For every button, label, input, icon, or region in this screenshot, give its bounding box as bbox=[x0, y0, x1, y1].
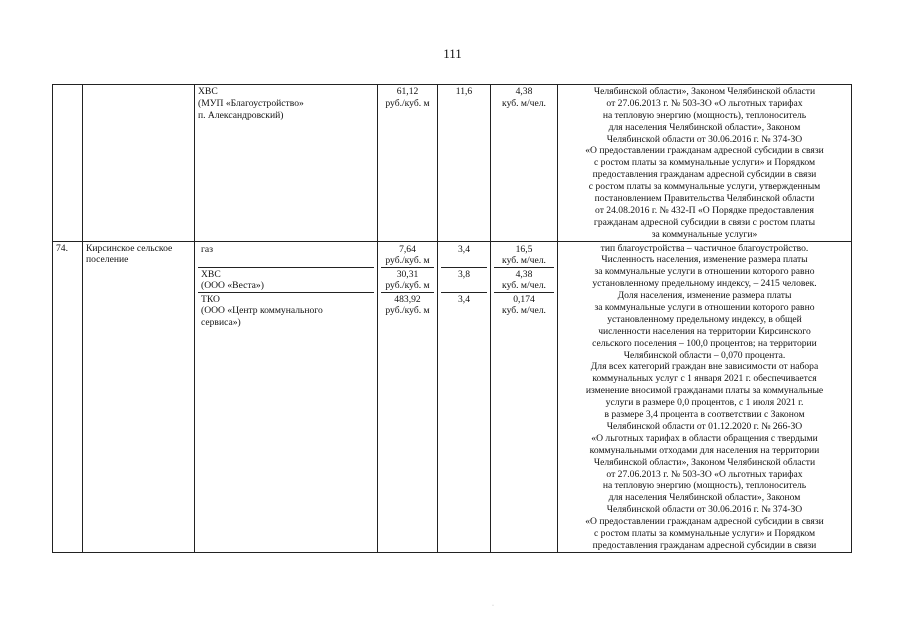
description-text bbox=[561, 86, 848, 241]
service-water bbox=[198, 268, 374, 293]
description-line: на тепловую энергию (мощность), теплоноситель bbox=[602, 480, 807, 492]
description-line: Численность населения, изменение размера платы bbox=[601, 254, 808, 266]
tariff-value: 30,31 bbox=[396, 268, 419, 280]
norm-value: 0,174 bbox=[513, 293, 535, 305]
service-name bbox=[198, 86, 374, 122]
description-line: с ростом платы за коммунальные услуги, утвержденным bbox=[588, 181, 821, 193]
norm-value: 16,5 bbox=[515, 243, 533, 255]
description-line: гражданам адресной субсидии в связи с ростом платы bbox=[593, 216, 816, 228]
service-gas bbox=[198, 243, 374, 268]
description-cell bbox=[558, 85, 852, 242]
tariff-unit: руб./куб. м bbox=[385, 305, 430, 317]
service-line: газ bbox=[201, 243, 213, 255]
description-line: Челябинской области», Законом Челябинской области bbox=[593, 86, 816, 97]
rate-value: 3,8 bbox=[441, 268, 487, 293]
description-line: сельского поселения – 100,0 процентов; на территории bbox=[592, 337, 817, 349]
description-line: постановлением Правительства Челябинской области bbox=[594, 193, 815, 205]
description-line: за коммунальные услуги в отношении которого равно bbox=[594, 302, 815, 314]
service-waste bbox=[198, 293, 374, 330]
description-line: предоставления гражданам адресной субсидии в связи bbox=[592, 169, 817, 181]
description-line: коммунальными отходами для населения на территории bbox=[589, 444, 820, 456]
description-line: установленному предельному индексу, – 2415 человек. bbox=[592, 278, 817, 290]
description-line: за коммунальные услуги» bbox=[651, 228, 758, 240]
description-line: за коммунальные услуги в отношении которого равно bbox=[594, 266, 815, 278]
service-line: ТКО bbox=[201, 293, 220, 305]
norm-cell bbox=[491, 85, 558, 242]
description-line: коммунальных услуг с 1 января 2021 г. обеспечивается bbox=[592, 373, 817, 385]
norm-unit: куб. м/чел. bbox=[502, 255, 546, 267]
description-line: в размере 3,4 процента в соответствии с Законом bbox=[604, 409, 805, 421]
tariff-cell bbox=[378, 241, 438, 552]
rate-value: 3,4 bbox=[458, 293, 470, 305]
description-line: Челябинской области от 30.06.2016 г. № 374-ЗО bbox=[606, 133, 803, 145]
service-line: (МУП «Благоустройство» bbox=[198, 97, 304, 109]
description-line: от 27.06.2013 г. № 503-ЗО «О льготных тарифах bbox=[606, 97, 803, 109]
tariff-cell bbox=[378, 85, 438, 242]
scan-speck: · bbox=[492, 603, 494, 609]
tariff-table bbox=[52, 84, 852, 553]
description-line: изменение вносимой гражданами платы за коммунальные bbox=[585, 385, 824, 397]
description-line: тип благоустройства – частичное благоустройство. bbox=[600, 242, 809, 254]
description-line: Для всех категорий граждан вне зависимости от набора bbox=[590, 361, 819, 373]
tariff-unit: руб./куб. м bbox=[385, 255, 430, 267]
service-cell bbox=[195, 85, 378, 242]
table-row bbox=[53, 241, 852, 552]
description-line: на тепловую энергию (мощность), теплоноситель bbox=[602, 109, 807, 121]
description-line: численности населения на территории Кирсинского bbox=[598, 325, 811, 337]
service-line: ХВС bbox=[198, 86, 218, 97]
norm-value: 4,38 bbox=[515, 86, 533, 97]
description-line: Челябинской области от 30.06.2016 г. № 374-ЗО bbox=[606, 504, 803, 516]
service-line: (ООО «Центр коммунального bbox=[201, 305, 323, 317]
tariff-unit: руб./куб. м bbox=[385, 97, 430, 109]
description-line: предоставления гражданам адресной субсидии в связи bbox=[592, 539, 817, 551]
service-line: (ООО «Веста») bbox=[201, 280, 264, 292]
norm-unit: куб. м/чел. bbox=[502, 97, 546, 109]
description-line: с ростом платы за коммунальные услуги» и Порядком bbox=[593, 157, 816, 169]
description-line: для населения Челябинской области», Законом bbox=[608, 492, 801, 504]
service-line: сервиса») bbox=[201, 317, 241, 329]
description-line: с ростом платы за коммунальные услуги» и Порядком bbox=[593, 527, 816, 539]
norm-unit: куб. м/чел. bbox=[502, 305, 546, 317]
rate-value: 3,4 bbox=[441, 243, 487, 268]
norm-unit: куб. м/чел. bbox=[502, 280, 546, 292]
settlement-line: Кирсинское сельское bbox=[86, 242, 173, 254]
description-line: «О предоставлении гражданам адресной субсидии в связи bbox=[585, 516, 824, 528]
description-cell bbox=[558, 241, 852, 552]
norm-cell bbox=[491, 241, 558, 552]
row-number-cell bbox=[53, 85, 83, 242]
description-line: от 24.08.2016 г. № 432-П «О Порядке предоставления bbox=[595, 204, 814, 216]
description-line: Челябинской области», Законом Челябинской области bbox=[593, 456, 816, 468]
page-number: 111 bbox=[443, 46, 462, 61]
rate-cell: 11,6 bbox=[438, 85, 491, 242]
description-line: «О льготных тарифах в области обращения с твердыми bbox=[591, 432, 818, 444]
settlement-cell bbox=[83, 85, 195, 242]
description-line: для населения Челябинской области», Законом bbox=[608, 121, 801, 133]
description-line: установленному предельному индексу, в общей bbox=[607, 313, 802, 325]
description-text bbox=[561, 243, 848, 552]
description-line: Доля населения, изменение размера платы bbox=[617, 290, 792, 302]
row-number-cell: 74. bbox=[53, 241, 83, 552]
table-row bbox=[53, 85, 852, 242]
settlement-cell bbox=[83, 241, 195, 552]
tariff-value: 483,92 bbox=[394, 293, 421, 305]
description-line: услуги в размере 0,0 процентов, с 1 июля 2021 г. bbox=[605, 397, 804, 409]
description-line: от 27.06.2013 г. № 503-ЗО «О льготных тарифах bbox=[606, 468, 803, 480]
service-cell bbox=[195, 241, 378, 552]
settlement-line: поселение bbox=[86, 254, 129, 266]
description-line: Челябинской области – 0,070 процента. bbox=[623, 349, 786, 361]
rate-cell bbox=[438, 241, 491, 552]
norm-value: 4,38 bbox=[515, 268, 533, 280]
tariff-value: 61,12 bbox=[396, 86, 419, 97]
description-line: «О предоставлении гражданам адресной субсидии в связи bbox=[585, 145, 824, 157]
service-line: ХВС bbox=[201, 268, 221, 280]
tariff-value: 7,64 bbox=[399, 243, 416, 255]
service-line: п. Александровский) bbox=[198, 109, 284, 121]
tariff-unit: руб./куб. м bbox=[385, 280, 430, 292]
description-line: Челябинской области от 01.12.2020 г. № 266-ЗО bbox=[606, 420, 803, 432]
